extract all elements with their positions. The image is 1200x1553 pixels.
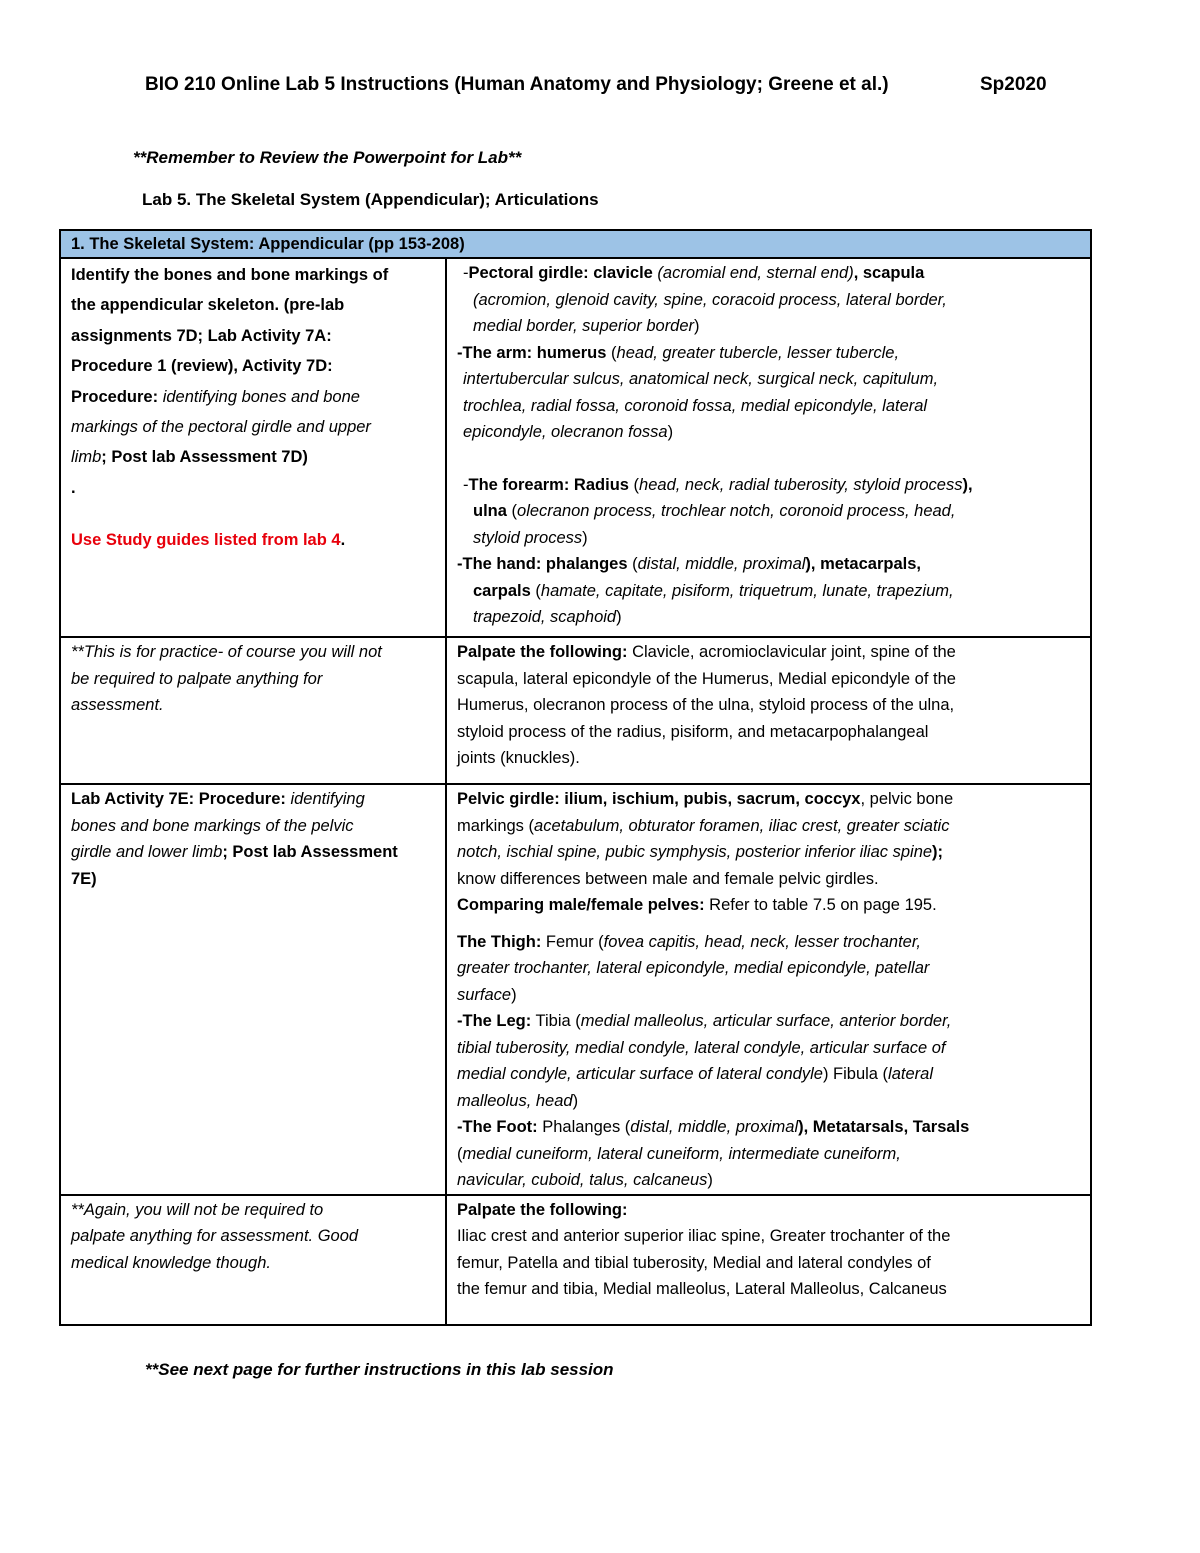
cell-text: medial condyle, articular surface of lateral condyle (457, 1065, 823, 1083)
cell-text: ), (962, 475, 973, 494)
cell-text: styloid process (473, 528, 583, 547)
cell-text: scapula, lateral epicondyle of the Humerus, Medial epicondyle of the (457, 669, 956, 688)
cell-text: ) (582, 528, 588, 547)
cell-text: ; Post lab Assessment (222, 843, 398, 861)
cell-text: palpate anything for assessment. Good (71, 1227, 359, 1245)
cell-text: ) (616, 608, 622, 626)
next-page-note: **See next page for further instructions in this lab session (145, 1360, 614, 1379)
cell-text: styloid process of the radius, pisiform, and metacarpophalangeal (457, 722, 929, 741)
row3-right-cell (446, 784, 1091, 1195)
cell-text: ) Fibula ( (822, 1065, 889, 1083)
study-guides-note: Use Study guides listed from lab 4 (71, 531, 341, 550)
cell-text: tibial tuberosity, medial condyle, lateral condyle, articular surface of (457, 1038, 946, 1057)
cell-text: ); (932, 843, 944, 861)
cell-text: ) (572, 1091, 579, 1110)
cell-text: ) (511, 985, 517, 1004)
cell-text: ), Metatarsals, Tarsals (798, 1118, 970, 1136)
cell-text: head, greater tubercle, lesser tubercle, (616, 343, 900, 362)
cell-text: medial cuneiform, lateral cuneiform, intermediate cuneiform, (462, 1144, 901, 1163)
cell-text: , scapula (853, 264, 925, 282)
cell-text: distal, middle, proximal (630, 1118, 799, 1136)
cell-text: identifying bones and bone (158, 387, 360, 406)
row1-left-cell (60, 258, 446, 637)
cell-text: hamate, capitate, pisiform, triquetrum, lunate, trapezium, (540, 581, 954, 600)
cell-text: -The arm: humerus (457, 343, 607, 362)
cell-text: Phalanges ( (537, 1118, 631, 1136)
cell-text: markings ( (457, 816, 535, 835)
table-row (60, 258, 1091, 637)
cell-text: ) (667, 423, 674, 441)
term-label: Sp2020 (980, 74, 1047, 95)
cell-text: identifying (285, 790, 365, 808)
row4-right-cell (446, 1195, 1091, 1325)
cell-text: ( (506, 502, 518, 520)
cell-text: **Again, you will not be required to (71, 1200, 324, 1219)
cell-text: The forearm: Radius (468, 475, 629, 494)
cell-text: Humerus, olecranon process of the ulna, styloid process of the ulna, (457, 696, 955, 714)
cell-text: Clavicle, acromioclavicular joint, spine of the (627, 643, 956, 661)
cell-text: joints (knuckles). (457, 749, 580, 767)
cell-text: distal, middle, proximal (637, 555, 806, 573)
cell-text: girdle and lower limb (71, 843, 223, 861)
cell-text: -The Leg: (457, 1012, 532, 1030)
cell-text: be required to palpate anything for (71, 669, 323, 688)
cell-text: ) (694, 317, 700, 335)
cell-text: Lab Activity 7E: Procedure: (71, 790, 286, 808)
lab-instructions-table (59, 229, 1092, 1326)
cell-text: . (71, 478, 76, 497)
cell-text: Pelvic girdle: ilium, ischium, pubis, sacrum, coccyx (457, 790, 861, 808)
cell-text: assignments 7D; Lab Activity 7A: (71, 326, 332, 345)
cell-text: **This is for practice- of course you will not (71, 643, 382, 661)
cell-text: 7E) (71, 869, 97, 888)
table-row (60, 637, 1091, 784)
row4-left-cell (60, 1195, 446, 1325)
cell-text: ulna (473, 502, 507, 520)
cell-text: Iliac crest and anterior superior iliac spine, Greater trochanter of the (457, 1227, 951, 1245)
cell-text: ( (627, 555, 638, 573)
cell-text: ( (628, 475, 640, 494)
table-row (60, 1195, 1091, 1325)
cell-text: - (463, 264, 469, 282)
row3-left-cell (60, 784, 446, 1195)
cell-text: ( (457, 1144, 463, 1163)
cell-text: ; Post lab Assessment 7D) (101, 448, 308, 467)
title-text: BIO 210 Online Lab 5 Instructions (Human Anatomy and Physiology; Greene et al.) (145, 74, 889, 95)
cell-text: -The Foot: (457, 1118, 538, 1136)
powerpoint-reminder: **Remember to Review the Powerpoint for Lab** (133, 148, 522, 167)
cell-text: Procedure: (71, 387, 159, 406)
section-header: 1. The Skeletal System: Appendicular (pp 153-208) (60, 230, 1091, 258)
cell-text: The Thigh: (457, 932, 542, 951)
cell-text: Palpate the following: (457, 1200, 628, 1219)
table-row (60, 784, 1091, 1195)
cell-text: Femur ( (541, 932, 604, 951)
cell-text: medical knowledge though. (71, 1253, 271, 1272)
cell-text: intertubercular sulcus, anatomical neck, surgical neck, capitulum, (463, 370, 939, 388)
cell-text: the appendicular skeleton. (pre-lab (71, 296, 345, 315)
cell-text: markings of the pectoral girdle and upper (71, 418, 371, 437)
lab-heading: Lab 5. The Skeletal System (Appendicular); Articulations (142, 190, 599, 209)
cell-text: Procedure 1 (review), Activity 7D: (71, 357, 333, 376)
cell-text: Palpate the following: (457, 643, 628, 661)
cell-text: olecranon process, trochlear notch, coronoid process, head, (517, 502, 956, 520)
cell-text: fovea capitis, head, neck, lesser trochanter, (603, 932, 922, 951)
cell-text: ) (707, 1171, 713, 1189)
cell-text: lateral (888, 1065, 933, 1083)
cell-text: Refer to table 7.5 on page 195. (704, 896, 937, 914)
cell-text: - (463, 475, 469, 494)
cell-text: navicular, cuboid, talus, calcaneus (457, 1171, 708, 1189)
cell-text: medial border, superior border (473, 317, 695, 335)
cell-text: Tibia ( (531, 1012, 581, 1030)
row2-right-cell (446, 637, 1091, 784)
document-title (145, 74, 1055, 96)
cell-text: the femur and tibia, Medial malleolus, Lateral Malleolus, Calcaneus (457, 1280, 947, 1298)
cell-text: medial malleolus, articular surface, anterior border, (580, 1012, 952, 1030)
cell-text: trochlea, radial fossa, coronoid fossa, medial epicondyle, lateral (463, 396, 928, 415)
cell-text: greater trochanter, lateral epicondyle, medial epicondyle, patellar (457, 959, 930, 977)
row1-right-cell (446, 258, 1091, 637)
cell-text: ( (530, 581, 541, 600)
cell-text: (acromion, glenoid cavity, spine, coracoid process, lateral border, (473, 290, 947, 309)
section-header-row (60, 230, 1091, 258)
row2-left-cell (60, 637, 446, 784)
cell-text: trapezoid, scaphoid (473, 608, 617, 626)
cell-text: know differences between male and female pelvic girdles. (457, 869, 879, 888)
cell-text: ( (606, 343, 617, 362)
cell-text: Identify the bones and bone markings of (71, 266, 389, 284)
cell-text: femur, Patella and tibial tuberosity, Medial and lateral condyles of (457, 1253, 931, 1272)
cell-text: epicondyle, olecranon fossa (463, 423, 668, 441)
cell-text: malleolus, head (457, 1091, 573, 1110)
cell-text: , pelvic bone (860, 790, 954, 808)
cell-text: surface (457, 985, 512, 1004)
cell-text: bones and bone markings of the pelvic (71, 816, 354, 835)
cell-text: head, neck, radial tuberosity, styloid process (639, 475, 963, 494)
cell-text: assessment. (71, 696, 164, 714)
cell-text: Pectoral girdle: clavicle (468, 264, 653, 282)
cell-text: -The hand: phalanges (457, 555, 628, 573)
cell-text: limb (71, 448, 102, 467)
cell-text: (acromial end, sternal end) (652, 264, 854, 282)
cell-text: notch, ischial spine, pubic symphysis, posterior inferior iliac spine (457, 843, 933, 861)
cell-text: carpals (473, 581, 531, 600)
cell-text: . (340, 531, 346, 550)
cell-text: ), metacarpals, (805, 555, 921, 573)
cell-text: Comparing male/female pelves: (457, 896, 705, 914)
cell-text: acetabulum, obturator foramen, iliac crest, greater sciatic (534, 816, 950, 835)
